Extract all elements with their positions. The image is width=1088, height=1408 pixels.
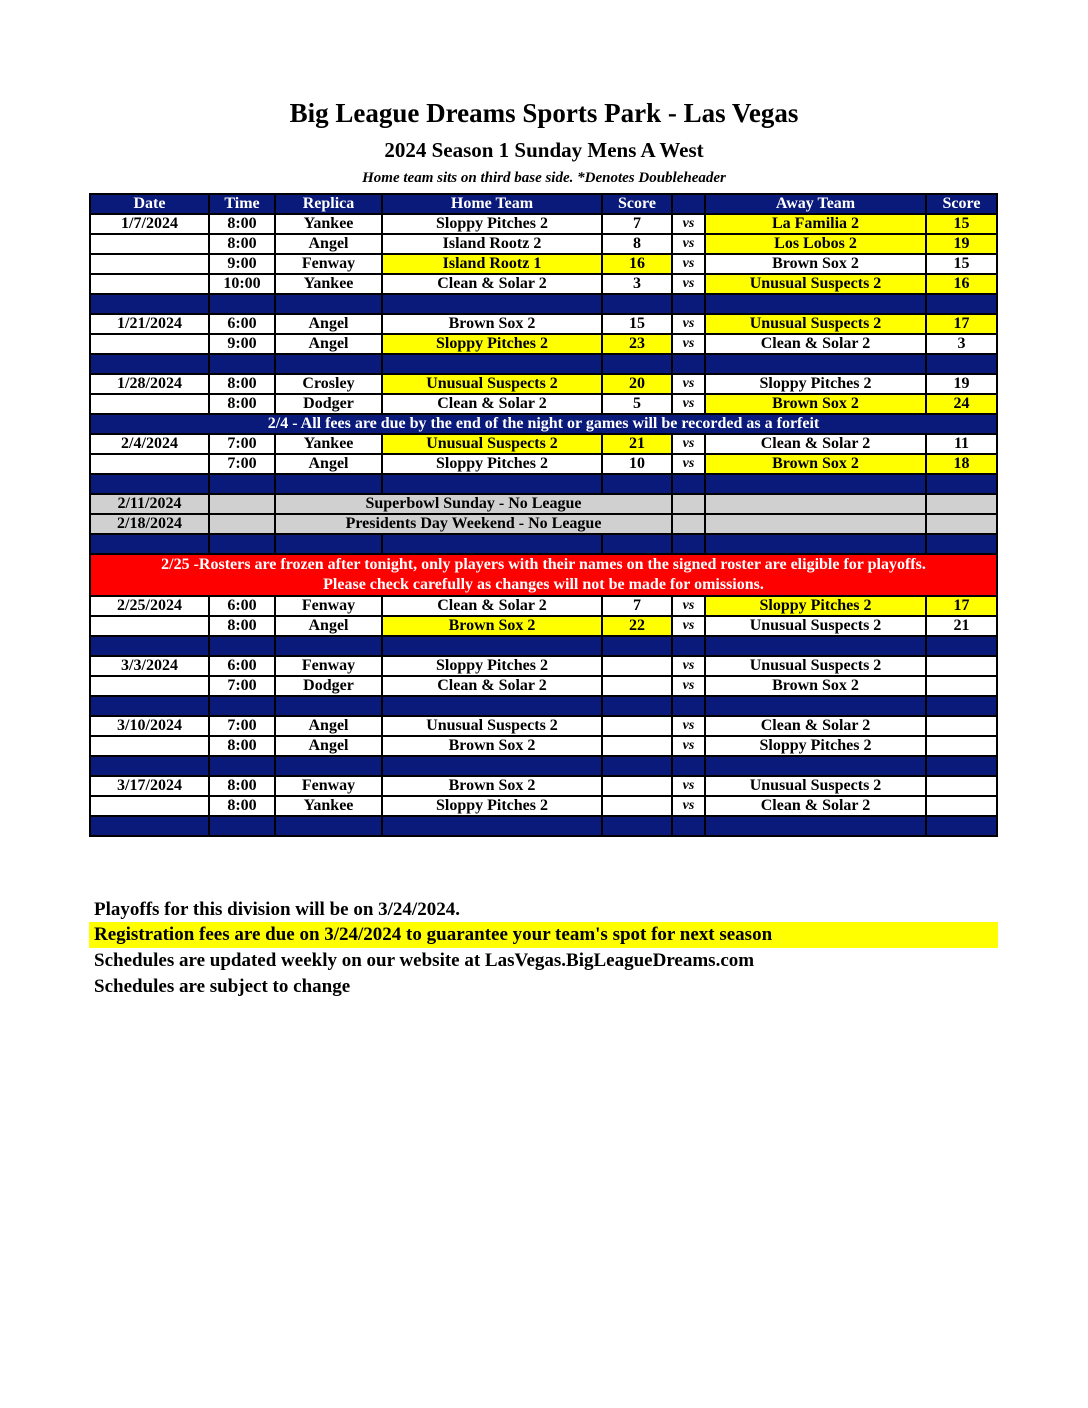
no-league-row	[90, 514, 997, 534]
home-score-cell: 23	[602, 334, 672, 354]
date-cell: 3/17/2024	[90, 776, 209, 796]
away-score-cell	[926, 656, 997, 676]
home-score-cell	[602, 676, 672, 696]
replica-cell: Yankee	[275, 796, 382, 816]
table-row	[90, 656, 997, 676]
home-team-cell: Brown Sox 2	[382, 736, 602, 756]
away-score-cell	[926, 796, 997, 816]
table-row	[90, 214, 997, 234]
home-team-cell: Unusual Suspects 2	[382, 374, 602, 394]
replica-cell: Angel	[275, 616, 382, 636]
spacer-row	[90, 636, 997, 656]
spacer-row	[90, 354, 997, 374]
away-score-cell: 17	[926, 596, 997, 616]
roster-notice-line1: 2/25 -Rosters are frozen after tonight, only players with their names on the signed roster are eligible for playoffs.	[161, 556, 926, 573]
home-score-cell	[602, 776, 672, 796]
vs-cell: vs	[672, 736, 705, 756]
home-team-cell: Unusual Suspects 2	[382, 716, 602, 736]
replica-cell: Dodger	[275, 394, 382, 414]
time-cell: 8:00	[209, 616, 275, 636]
replica-cell: Angel	[275, 334, 382, 354]
home-team-cell: Brown Sox 2	[382, 776, 602, 796]
away-score-cell: 17	[926, 314, 997, 334]
away-score-cell: 21	[926, 616, 997, 636]
vs-cell: vs	[672, 334, 705, 354]
away-team-cell: Sloppy Pitches 2	[705, 736, 926, 756]
away-team-cell: La Familia 2	[705, 214, 926, 234]
replica-cell: Crosley	[275, 374, 382, 394]
away-team-cell: Unusual Suspects 2	[705, 776, 926, 796]
home-score-cell: 8	[602, 234, 672, 254]
date-cell	[90, 736, 209, 756]
col-home-score: Score	[602, 194, 672, 214]
home-team-cell: Brown Sox 2	[382, 616, 602, 636]
home-score-cell: 7	[602, 214, 672, 234]
time-cell: 9:00	[209, 334, 275, 354]
away-team-cell: Unusual Suspects 2	[705, 616, 926, 636]
table-row	[90, 796, 997, 816]
home-team-cell: Unusual Suspects 2	[382, 434, 602, 454]
col-home-team: Home Team	[382, 194, 602, 214]
date-cell: 1/21/2024	[90, 314, 209, 334]
time-cell: 8:00	[209, 234, 275, 254]
vs-cell: vs	[672, 254, 705, 274]
time-cell: 6:00	[209, 596, 275, 616]
registration-note: Registration fees are due on 3/24/2024 to guarantee your team's spot for next season	[89, 922, 998, 948]
replica-cell: Fenway	[275, 254, 382, 274]
spacer-row	[90, 816, 997, 836]
date-cell: 3/3/2024	[90, 656, 209, 676]
away-team-cell: Clean & Solar 2	[705, 334, 926, 354]
replica-cell: Fenway	[275, 596, 382, 616]
no-league-text: Superbowl Sunday - No League	[275, 494, 672, 514]
col-time: Time	[209, 194, 275, 214]
replica-cell: Yankee	[275, 434, 382, 454]
home-team-cell: Clean & Solar 2	[382, 676, 602, 696]
date-cell: 1/28/2024	[90, 374, 209, 394]
date-cell	[90, 796, 209, 816]
date-cell: 2/18/2024	[90, 514, 209, 534]
vs-cell: vs	[672, 234, 705, 254]
away-team-cell: Brown Sox 2	[705, 454, 926, 474]
page-subtitle: 2024 Season 1 Sunday Mens A West	[384, 138, 704, 162]
away-team-cell: Sloppy Pitches 2	[705, 374, 926, 394]
home-score-cell	[602, 736, 672, 756]
replica-cell: Fenway	[275, 656, 382, 676]
schedule-table	[89, 193, 998, 837]
time-cell: 8:00	[209, 394, 275, 414]
away-score-cell: 11	[926, 434, 997, 454]
vs-cell: vs	[672, 796, 705, 816]
time-cell: 6:00	[209, 314, 275, 334]
table-row	[90, 254, 997, 274]
away-score-cell: 3	[926, 334, 997, 354]
table-row	[90, 274, 997, 294]
date-cell	[90, 234, 209, 254]
replica-cell: Yankee	[275, 274, 382, 294]
table-row	[90, 314, 997, 334]
away-team-cell: Clean & Solar 2	[705, 796, 926, 816]
fees-banner-row	[90, 414, 997, 434]
home-score-cell: 20	[602, 374, 672, 394]
home-score-cell: 5	[602, 394, 672, 414]
away-team-cell: Brown Sox 2	[705, 394, 926, 414]
spacer-row	[90, 534, 997, 554]
home-score-cell: 21	[602, 434, 672, 454]
time-cell: 8:00	[209, 374, 275, 394]
vs-cell: vs	[672, 716, 705, 736]
vs-cell: vs	[672, 374, 705, 394]
spacer-row	[90, 474, 997, 494]
no-league-text: Presidents Day Weekend - No League	[275, 514, 672, 534]
home-team-cell: Sloppy Pitches 2	[382, 796, 602, 816]
away-team-cell: Clean & Solar 2	[705, 434, 926, 454]
vs-cell: vs	[672, 656, 705, 676]
date-cell	[90, 274, 209, 294]
vs-cell: vs	[672, 394, 705, 414]
website-note: Schedules are updated weekly on our website at LasVegas.BigLeagueDreams.com	[94, 950, 755, 971]
time-cell: 8:00	[209, 214, 275, 234]
home-score-cell	[602, 716, 672, 736]
replica-cell: Fenway	[275, 776, 382, 796]
seating-note: Home team sits on third base side. *Denotes Doubleheader	[362, 170, 726, 186]
no-league-row	[90, 494, 997, 514]
header-row	[90, 194, 997, 214]
date-cell: 2/25/2024	[90, 596, 209, 616]
home-team-cell: Island Rootz 1	[382, 254, 602, 274]
away-score-cell: 18	[926, 454, 997, 474]
table-row	[90, 454, 997, 474]
home-score-cell: 15	[602, 314, 672, 334]
date-cell	[90, 254, 209, 274]
time-cell: 8:00	[209, 796, 275, 816]
home-score-cell: 16	[602, 254, 672, 274]
vs-cell: vs	[672, 434, 705, 454]
time-cell: 10:00	[209, 274, 275, 294]
home-score-cell: 22	[602, 616, 672, 636]
home-team-cell: Island Rootz 2	[382, 234, 602, 254]
away-score-cell: 15	[926, 254, 997, 274]
away-team-cell: Los Lobos 2	[705, 234, 926, 254]
home-team-cell: Brown Sox 2	[382, 314, 602, 334]
page-title: Big League Dreams Sports Park - Las Vegas	[289, 98, 799, 128]
date-cell	[90, 676, 209, 696]
time-cell: 7:00	[209, 676, 275, 696]
away-team-cell: Unusual Suspects 2	[705, 274, 926, 294]
away-team-cell: Brown Sox 2	[705, 254, 926, 274]
home-score-cell	[602, 796, 672, 816]
table-row	[90, 394, 997, 414]
table-row	[90, 234, 997, 254]
date-cell: 2/11/2024	[90, 494, 209, 514]
roster-notice-row	[90, 554, 997, 596]
table-row	[90, 716, 997, 736]
home-score-cell: 3	[602, 274, 672, 294]
date-cell	[90, 616, 209, 636]
home-team-cell: Sloppy Pitches 2	[382, 656, 602, 676]
home-team-cell: Clean & Solar 2	[382, 596, 602, 616]
away-score-cell: 19	[926, 374, 997, 394]
time-cell: 7:00	[209, 716, 275, 736]
roster-notice-line2: Please check carefully as changes will not be made for omissions.	[323, 576, 764, 593]
col-away-score: Score	[926, 194, 997, 214]
vs-cell: vs	[672, 454, 705, 474]
replica-cell: Angel	[275, 716, 382, 736]
table-row	[90, 616, 997, 636]
away-score-cell: 24	[926, 394, 997, 414]
spacer-row	[90, 756, 997, 776]
home-team-cell: Sloppy Pitches 2	[382, 454, 602, 474]
table-row	[90, 374, 997, 394]
time-cell: 7:00	[209, 434, 275, 454]
home-team-cell: Sloppy Pitches 2	[382, 214, 602, 234]
away-team-cell: Sloppy Pitches 2	[705, 596, 926, 616]
spacer-row	[90, 294, 997, 314]
vs-cell: vs	[672, 616, 705, 636]
playoffs-note: Playoffs for this division will be on 3/24/2024.	[94, 899, 460, 920]
table-row	[90, 434, 997, 454]
away-score-cell	[926, 676, 997, 696]
fees-banner: 2/4 - All fees are due by the end of the night or games will be recorded as a forfeit	[90, 414, 997, 434]
home-team-cell: Clean & Solar 2	[382, 274, 602, 294]
away-team-cell: Brown Sox 2	[705, 676, 926, 696]
away-score-cell	[926, 716, 997, 736]
home-score-cell: 7	[602, 596, 672, 616]
away-score-cell	[926, 776, 997, 796]
replica-cell: Angel	[275, 454, 382, 474]
replica-cell: Dodger	[275, 676, 382, 696]
table-row	[90, 676, 997, 696]
away-team-cell: Clean & Solar 2	[705, 716, 926, 736]
home-score-cell: 10	[602, 454, 672, 474]
vs-cell: vs	[672, 214, 705, 234]
vs-cell: vs	[672, 274, 705, 294]
table-row	[90, 776, 997, 796]
vs-cell: vs	[672, 314, 705, 334]
home-team-cell: Clean & Solar 2	[382, 394, 602, 414]
date-cell: 3/10/2024	[90, 716, 209, 736]
time-cell: 7:00	[209, 454, 275, 474]
away-score-cell: 16	[926, 274, 997, 294]
date-cell	[90, 334, 209, 354]
time-cell: 9:00	[209, 254, 275, 274]
time-cell: 8:00	[209, 736, 275, 756]
home-score-cell	[602, 656, 672, 676]
away-team-cell: Unusual Suspects 2	[705, 656, 926, 676]
away-score-cell: 15	[926, 214, 997, 234]
spacer-row	[90, 696, 997, 716]
date-cell: 2/4/2024	[90, 434, 209, 454]
subject-to-change-note: Schedules are subject to change	[94, 976, 351, 997]
roster-notice	[90, 554, 997, 596]
table-row	[90, 736, 997, 756]
table-row	[90, 334, 997, 354]
col-replica: Replica	[275, 194, 382, 214]
date-cell: 1/7/2024	[90, 214, 209, 234]
table-row	[90, 596, 997, 616]
time-cell: 6:00	[209, 656, 275, 676]
col-date: Date	[90, 194, 209, 214]
home-team-cell: Sloppy Pitches 2	[382, 334, 602, 354]
replica-cell: Angel	[275, 736, 382, 756]
time-cell: 8:00	[209, 776, 275, 796]
away-score-cell: 19	[926, 234, 997, 254]
vs-cell: vs	[672, 596, 705, 616]
date-cell	[90, 454, 209, 474]
vs-cell: vs	[672, 776, 705, 796]
vs-cell: vs	[672, 676, 705, 696]
col-vs	[672, 194, 705, 214]
date-cell	[90, 394, 209, 414]
away-team-cell: Unusual Suspects 2	[705, 314, 926, 334]
replica-cell: Yankee	[275, 214, 382, 234]
col-away-team: Away Team	[705, 194, 926, 214]
replica-cell: Angel	[275, 314, 382, 334]
away-score-cell	[926, 736, 997, 756]
replica-cell: Angel	[275, 234, 382, 254]
